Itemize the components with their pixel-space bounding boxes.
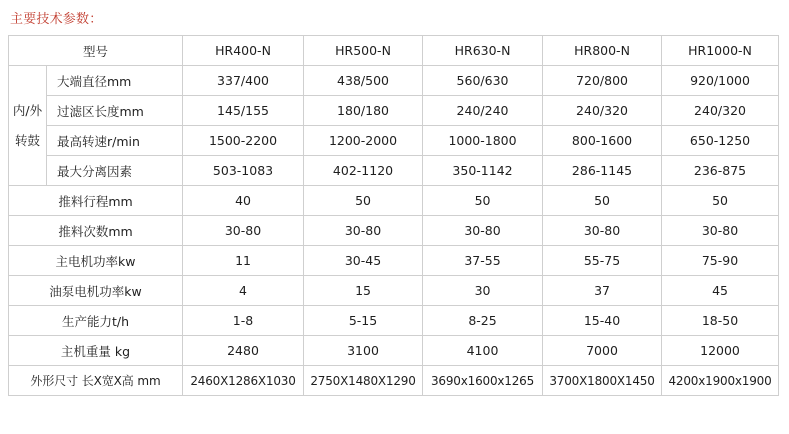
model-cell: HR500-N [304,36,423,66]
table-row [9,156,779,186]
drum-group-line1: 内/外 [12,102,43,118]
model-label-cell: 型号 [9,36,183,66]
value-cell: 30-80 [543,216,662,246]
param-label: 过滤区长度mm [47,96,183,126]
param-label: 最高转速r/min [47,126,183,156]
value-cell: 240/320 [543,96,662,126]
value-cell: 11 [183,246,304,276]
model-cell: HR1000-N [662,36,779,66]
value-cell: 236-875 [662,156,779,186]
param-label: 推料次数mm [9,216,183,246]
value-cell: 438/500 [304,66,423,96]
value-cell: 145/155 [183,96,304,126]
value-cell: 2750X1480X1290 [304,366,423,396]
param-label: 主机重量 kg [9,336,183,366]
table-row [9,276,779,306]
value-cell: 3700X1800X1450 [543,366,662,396]
param-label: 油泵电机功率kw [9,276,183,306]
table-row [9,96,779,126]
value-cell: 40 [183,186,304,216]
value-cell: 920/1000 [662,66,779,96]
value-cell: 45 [662,276,779,306]
value-cell: 8-25 [423,306,543,336]
table-row [9,306,779,336]
value-cell: 240/320 [662,96,779,126]
table-row [9,366,779,396]
value-cell: 560/630 [423,66,543,96]
param-label: 生产能力t/h [9,306,183,336]
value-cell: 4100 [423,336,543,366]
value-cell: 30-80 [423,216,543,246]
table-row [9,186,779,216]
value-cell: 720/800 [543,66,662,96]
value-cell: 30-80 [662,216,779,246]
value-cell: 50 [543,186,662,216]
section-title: 主要技术参数： [10,12,103,27]
value-cell: 3690x1600x1265 [423,366,543,396]
value-cell: 800-1600 [543,126,662,156]
param-label: 主电机功率kw [9,246,183,276]
value-cell: 18-50 [662,306,779,336]
value-cell: 50 [423,186,543,216]
model-cell: HR800-N [543,36,662,66]
drum-group-line2: 转鼓 [14,132,40,148]
value-cell: 503-1083 [183,156,304,186]
value-cell: 30 [423,276,543,306]
table-row [9,336,779,366]
table-row [9,246,779,276]
value-cell: 240/240 [423,96,543,126]
value-cell: 30-80 [183,216,304,246]
value-cell: 30-80 [304,216,423,246]
value-cell: 12000 [662,336,779,366]
value-cell: 37 [543,276,662,306]
param-label: 最大分离因素 [47,156,183,186]
value-cell: 350-1142 [423,156,543,186]
value-cell: 402-1120 [304,156,423,186]
value-cell: 337/400 [183,66,304,96]
value-cell: 5-15 [304,306,423,336]
spec-table [8,35,779,396]
header-row [9,36,779,66]
value-cell: 2460X1286X1030 [183,366,304,396]
value-cell: 4200x1900x1900 [662,366,779,396]
table-row [9,216,779,246]
value-cell: 286-1145 [543,156,662,186]
value-cell: 4 [183,276,304,306]
model-cell: HR630-N [423,36,543,66]
value-cell: 50 [304,186,423,216]
table-row [9,126,779,156]
value-cell: 37-55 [423,246,543,276]
value-cell: 55-75 [543,246,662,276]
table-row [9,66,779,96]
value-cell: 1200-2000 [304,126,423,156]
value-cell: 75-90 [662,246,779,276]
drum-group-label [9,66,47,186]
value-cell: 30-45 [304,246,423,276]
value-cell: 1000-1800 [423,126,543,156]
value-cell: 650-1250 [662,126,779,156]
value-cell: 1-8 [183,306,304,336]
value-cell: 180/180 [304,96,423,126]
value-cell: 15 [304,276,423,306]
model-cell: HR400-N [183,36,304,66]
param-label: 外形尺寸 长X宽X高 mm [9,366,183,396]
value-cell: 1500-2200 [183,126,304,156]
value-cell: 7000 [543,336,662,366]
value-cell: 2480 [183,336,304,366]
value-cell: 3100 [304,336,423,366]
value-cell: 50 [662,186,779,216]
param-label: 大端直径mm [47,66,183,96]
value-cell: 15-40 [543,306,662,336]
param-label: 推料行程mm [9,186,183,216]
